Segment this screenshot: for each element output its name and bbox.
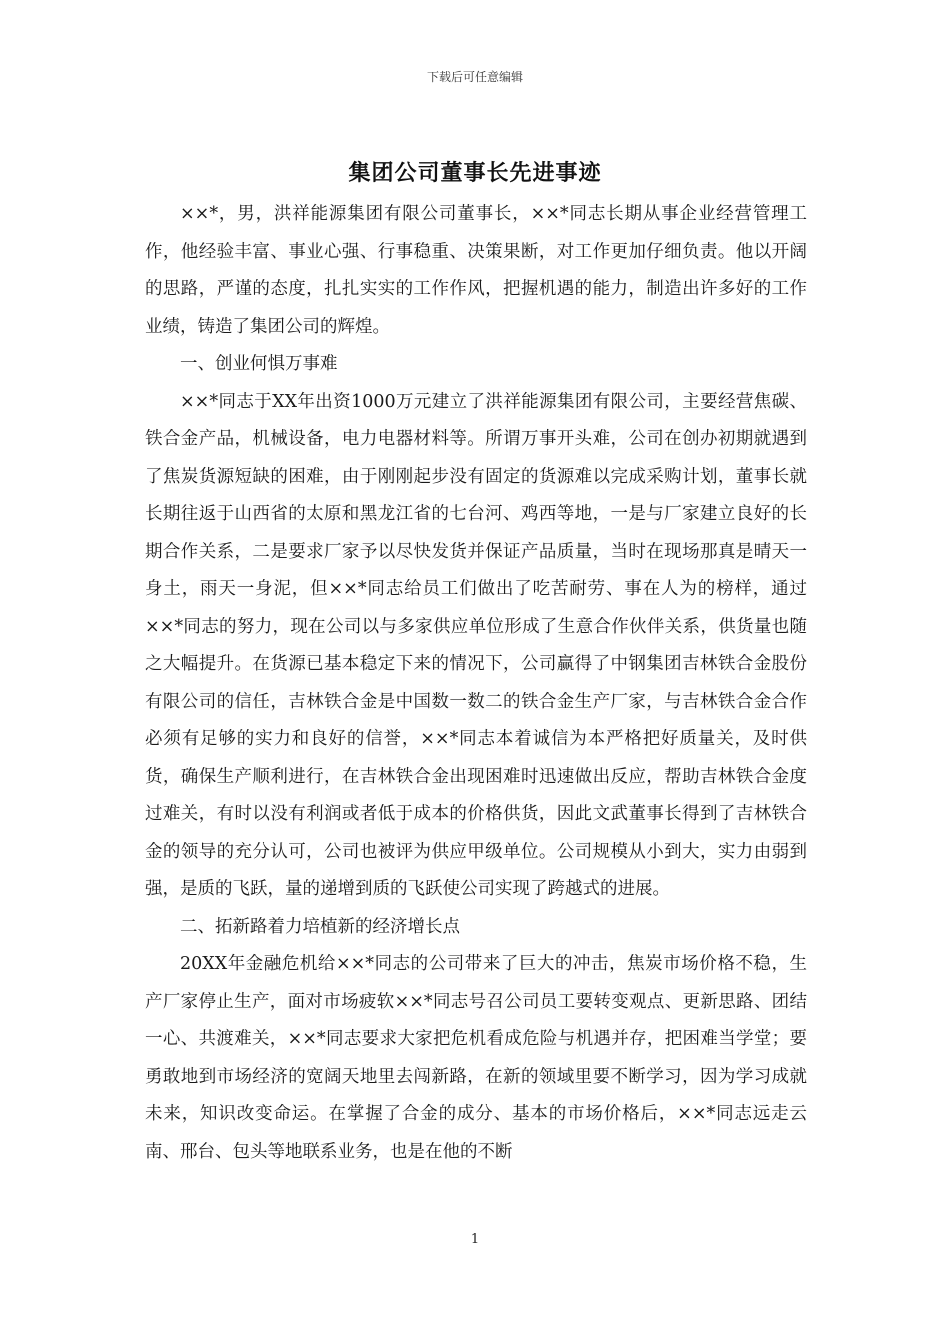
document-body <box>145 196 807 1171</box>
page-header: 下载后可任意编辑 <box>426 70 523 84</box>
page-number: 1 <box>470 1232 480 1247</box>
section-heading-2: 二、拓新路着力培植新的经济增长点 <box>180 916 460 937</box>
document-title: 集团公司董事长先进事迹 <box>348 160 602 186</box>
section-heading-1: 一、创业何惧万事难 <box>180 354 338 374</box>
paragraph-section-2: 20XX年金融危机给××*同志的公司带来了巨大的冲击，焦炭市场价格不稳，生产厂家停止生产，面对市场疲软××*同志号召公司员工要转变观点、更新思路、团结一心、共渡难关，××*同志要求大家把危机看成危险与机遇并存，把困难当学堂；要勇敢地到市场经济的宽阔天地里去闯新路，在新的领域里要不断学习，因为学习成就未来，知识改变命运。在掌握了合金的成分、基本的市场价格后，××*同志远走云南、邢台、包头等地联系业务，也是在他的不断 <box>145 954 807 1162</box>
paragraph-intro: ××*，男，洪祥能源集团有限公司董事长，××*同志长期从事企业经营管理工作，他经验丰富、事业心强、行事稳重、决策果断，对工作更加仔细负责。他以开阔的思路，严谨的态度，扎扎实实的工作作风，把握机遇的能力，制造出许多好的工作业绩，铸造了集团公司的辉煌。 <box>145 204 807 337</box>
paragraph-section-1: ××*同志于XX年出资1000万元建立了洪祥能源集团有限公司，主要经营焦碳、铁合金产品，机械设备，电力电器材料等。所谓万事开头难，公司在创办初期就遇到了焦炭货源短缺的困难，由于刚刚起步没有固定的货源难以完成采购计划，董事长就长期往返于山西省的太原和黑龙江省的七台河、鸡西等地，一是与厂家建立良好的长期合作关系，二是要求厂家予以尽快发货并保证产品质量，当时在现场那真是晴天一身土，雨天一身泥，但××*同志给员工们做出了吃苦耐劳、事在人为的榜样，通过××*同志的努力，现在公司以与多家供应单位形成了生意合作伙伴关系，供货量也随之大幅提升。在货源已基本稳定下来的情况下，公司赢得了中钢集团吉林铁合金股份有限公司的信任，吉林铁合金是中国数一数二的铁合金生产厂家，与吉林铁合金合作必须有足够的实力和良好的信誉，××*同志本着诚信为本严格把好质量关，及时供货，确保生产顺利进行，在吉林铁合金出现困难时迅速做出反应，帮助吉林铁合金度过难关，有时以没有利润或者低于成本的价格供货，因此文武董事长得到了吉林铁合金的领导的充分认可，公司也被评为供应甲级单位。公司规模从小到大，实力由弱到强，是质的飞跃，量的递增到质的飞跃使公司实现了跨越式的进展。 <box>145 391 807 899</box>
